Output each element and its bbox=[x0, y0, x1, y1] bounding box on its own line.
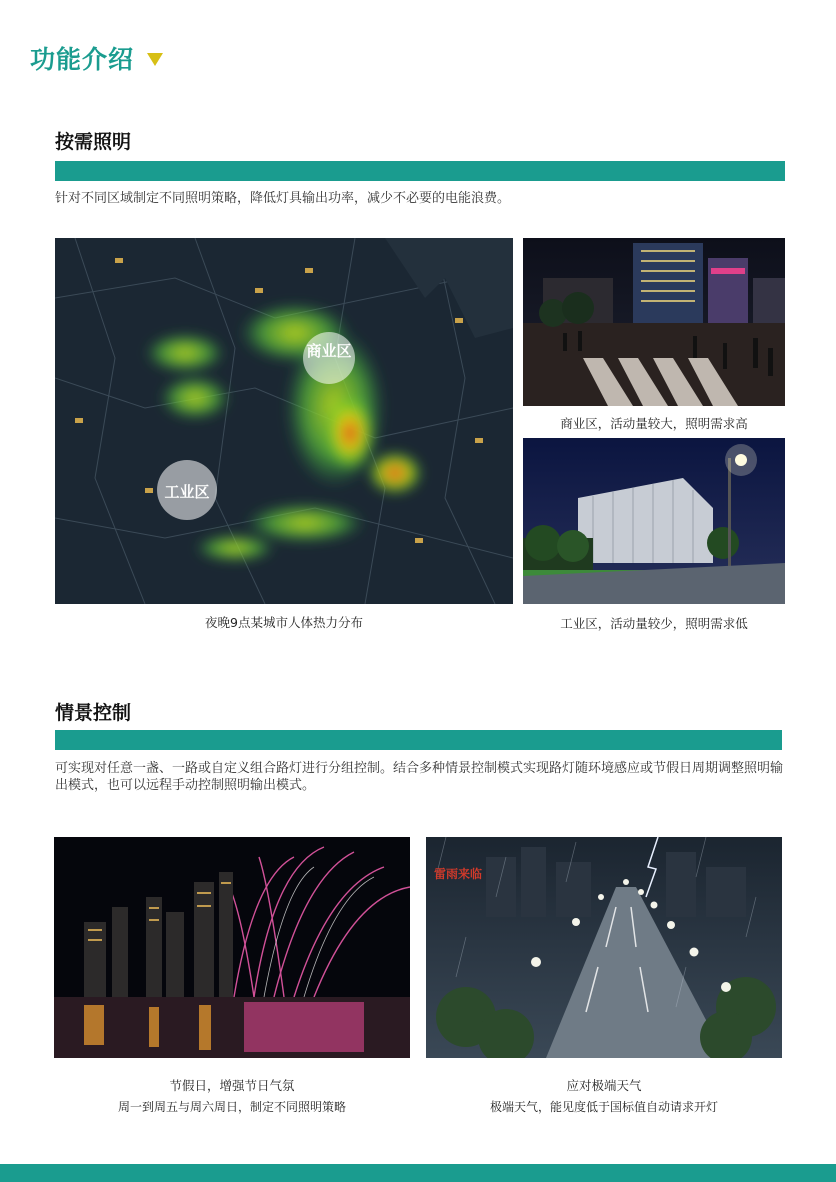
holiday-caption-subtitle: 周一到周五与周六周日，制定不同照明策略 bbox=[117, 1100, 346, 1114]
section-description: 可实现对任意一盏、一路或自定义组合路灯进行分组控制。结合多种情景控制模式实现路灯随环境感应或节假日周期调整照明输出模式，也可以远程手动控制照明输出模式。 bbox=[55, 761, 784, 793]
holiday-fireworks-photo bbox=[54, 837, 410, 1058]
heatmap-label-industrial: 工业区 bbox=[164, 483, 210, 501]
heatmap-caption: 夜晚9点某城市人体热力分布 bbox=[205, 615, 363, 630]
holiday-caption-title: 节假日，增强节日气氛 bbox=[169, 1078, 295, 1093]
triangle-down-icon bbox=[147, 53, 163, 66]
section-divider-bar bbox=[55, 161, 785, 181]
commercial-photo-caption: 商业区，活动量较大，照明需求高 bbox=[560, 416, 748, 431]
page-title: 功能介绍 bbox=[30, 45, 135, 74]
heatmap-image bbox=[55, 238, 513, 604]
section-description: 针对不同区域制定不同照明策略，降低灯具输出功率，减少不必要的电能浪费。 bbox=[55, 191, 511, 206]
extreme-weather-photo bbox=[426, 837, 782, 1058]
section-title-on-demand-lighting: 按需照明 bbox=[55, 131, 132, 153]
footer-band bbox=[0, 1164, 836, 1182]
commercial-district-photo bbox=[523, 238, 785, 406]
section-title-scene-control: 情景控制 bbox=[55, 702, 132, 724]
weather-caption-title: 应对极端天气 bbox=[566, 1078, 642, 1093]
industrial-photo-caption: 工业区，活动量较少，照明需求低 bbox=[560, 616, 748, 631]
industrial-district-photo bbox=[523, 438, 785, 604]
weather-overlay-text: 雷雨来临 bbox=[434, 867, 483, 881]
section-divider-bar bbox=[55, 730, 782, 750]
weather-caption-subtitle: 极端天气，能见度低于国标值自动请求开灯 bbox=[489, 1100, 718, 1114]
heatmap-label-commercial: 商业区 bbox=[306, 342, 352, 360]
